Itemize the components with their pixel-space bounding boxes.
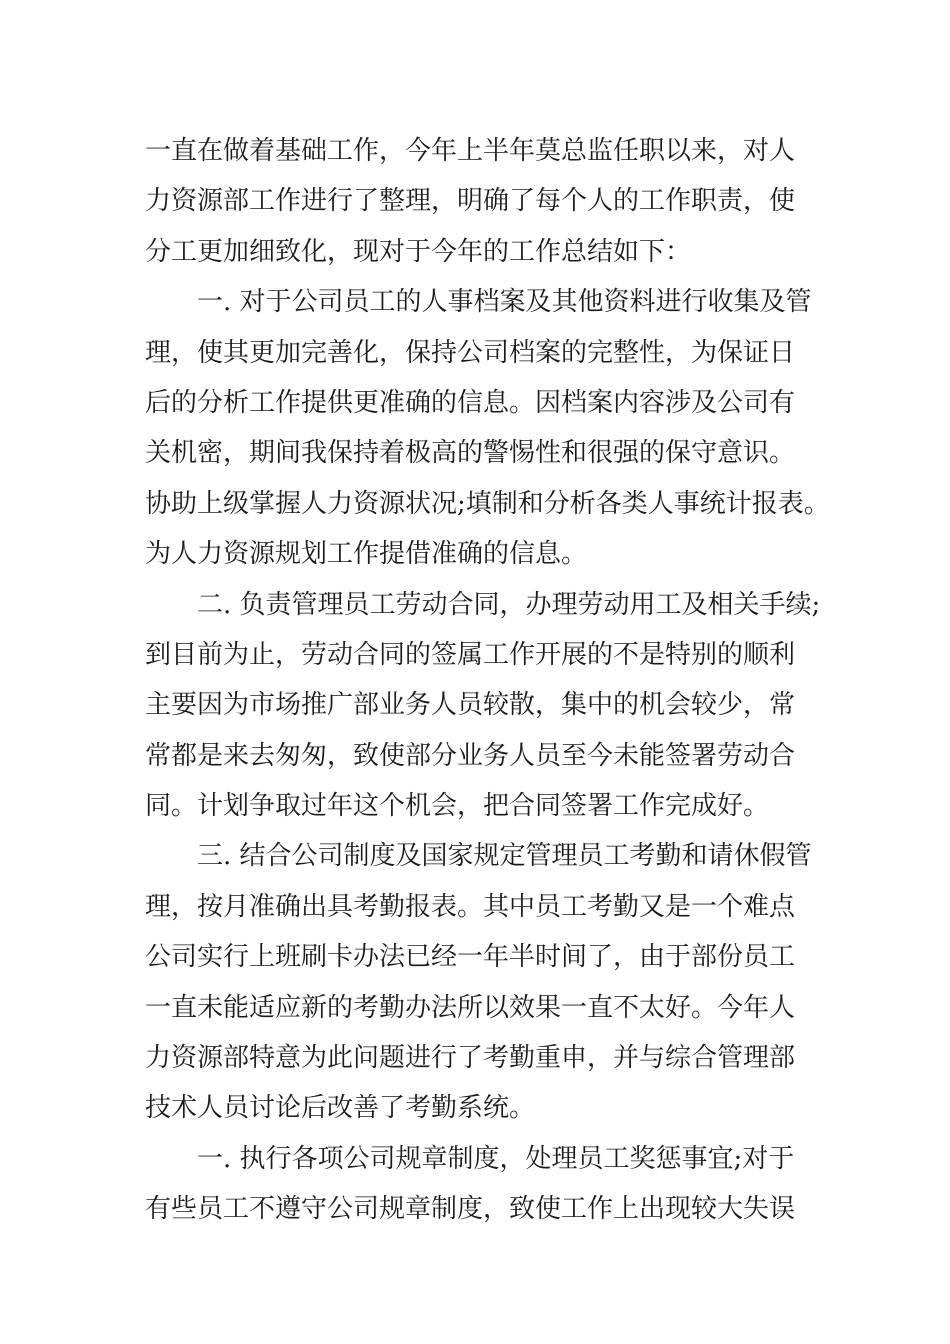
text-line: 为人力资源规划工作提借准确的信息。 <box>145 539 588 570</box>
text-line: 力资源部特意为此问题进行了考勤重申，并与综合管理部 <box>145 1043 796 1074</box>
text-line: 同。计划争取过年这个机会，把合同签署工作完成好。 <box>145 791 770 822</box>
section-heading-line: 三. 结合公司制度及国家规定管理员工考勤和请休假管 <box>197 841 812 872</box>
document-body <box>145 126 830 1235</box>
text-line: 主要因为市场推广部业务人员较散，集中的机会较少，常 <box>145 690 796 721</box>
text-line: 公司实行上班刷卡办法已经一年半时间了，由于部份员工 <box>145 942 796 973</box>
text-line: 常都是来去匆匆，致使部分业务人员至今未能签署劳动合 <box>145 740 796 771</box>
text-line: 力资源部工作进行了整理，明确了每个人的工作职责，使 <box>145 186 796 217</box>
text-line: 技术人员讨论后改善了考勤系统。 <box>145 1093 536 1124</box>
text-line: 有些员工不遵守公司规章制度，致使工作上出现较大失误 <box>145 1194 796 1225</box>
text-line: 一直未能适应新的考勤办法所以效果一直不太好。今年人 <box>145 992 796 1023</box>
text-line: 分工更加细致化，现对于今年的工作总结如下： <box>145 236 692 267</box>
text-line: 后的分析工作提供更准确的信息。因档案内容涉及公司有 <box>145 387 796 418</box>
text-line: 一直在做着基础工作，今年上半年莫总监任职以来，对人 <box>145 136 796 166</box>
text-line: 协助上级掌握人力资源状况;填制和分析各类人事统计报表。 <box>145 488 830 519</box>
text-line: 关机密，期间我保持着极高的警惕性和很强的保守意识。 <box>145 438 796 469</box>
text-line: 理，按月准确出具考勤报表。其中员工考勤又是一个难点 <box>145 891 796 922</box>
section-heading-line: 一. 执行各项公司规章制度，处理员工奖惩事宜;对于 <box>197 1143 795 1174</box>
section-heading-line: 二. 负责管理员工劳动合同，办理劳动用工及相关手续; <box>197 589 821 620</box>
text-line: 到目前为止，劳动合同的签属工作开展的不是特别的顺利 <box>145 639 796 670</box>
section-heading-line: 一. 对于公司员工的人事档案及其他资料进行收集及管 <box>197 287 812 318</box>
text-line: 理，使其更加完善化，保持公司档案的完整性，为保证日 <box>145 337 796 368</box>
